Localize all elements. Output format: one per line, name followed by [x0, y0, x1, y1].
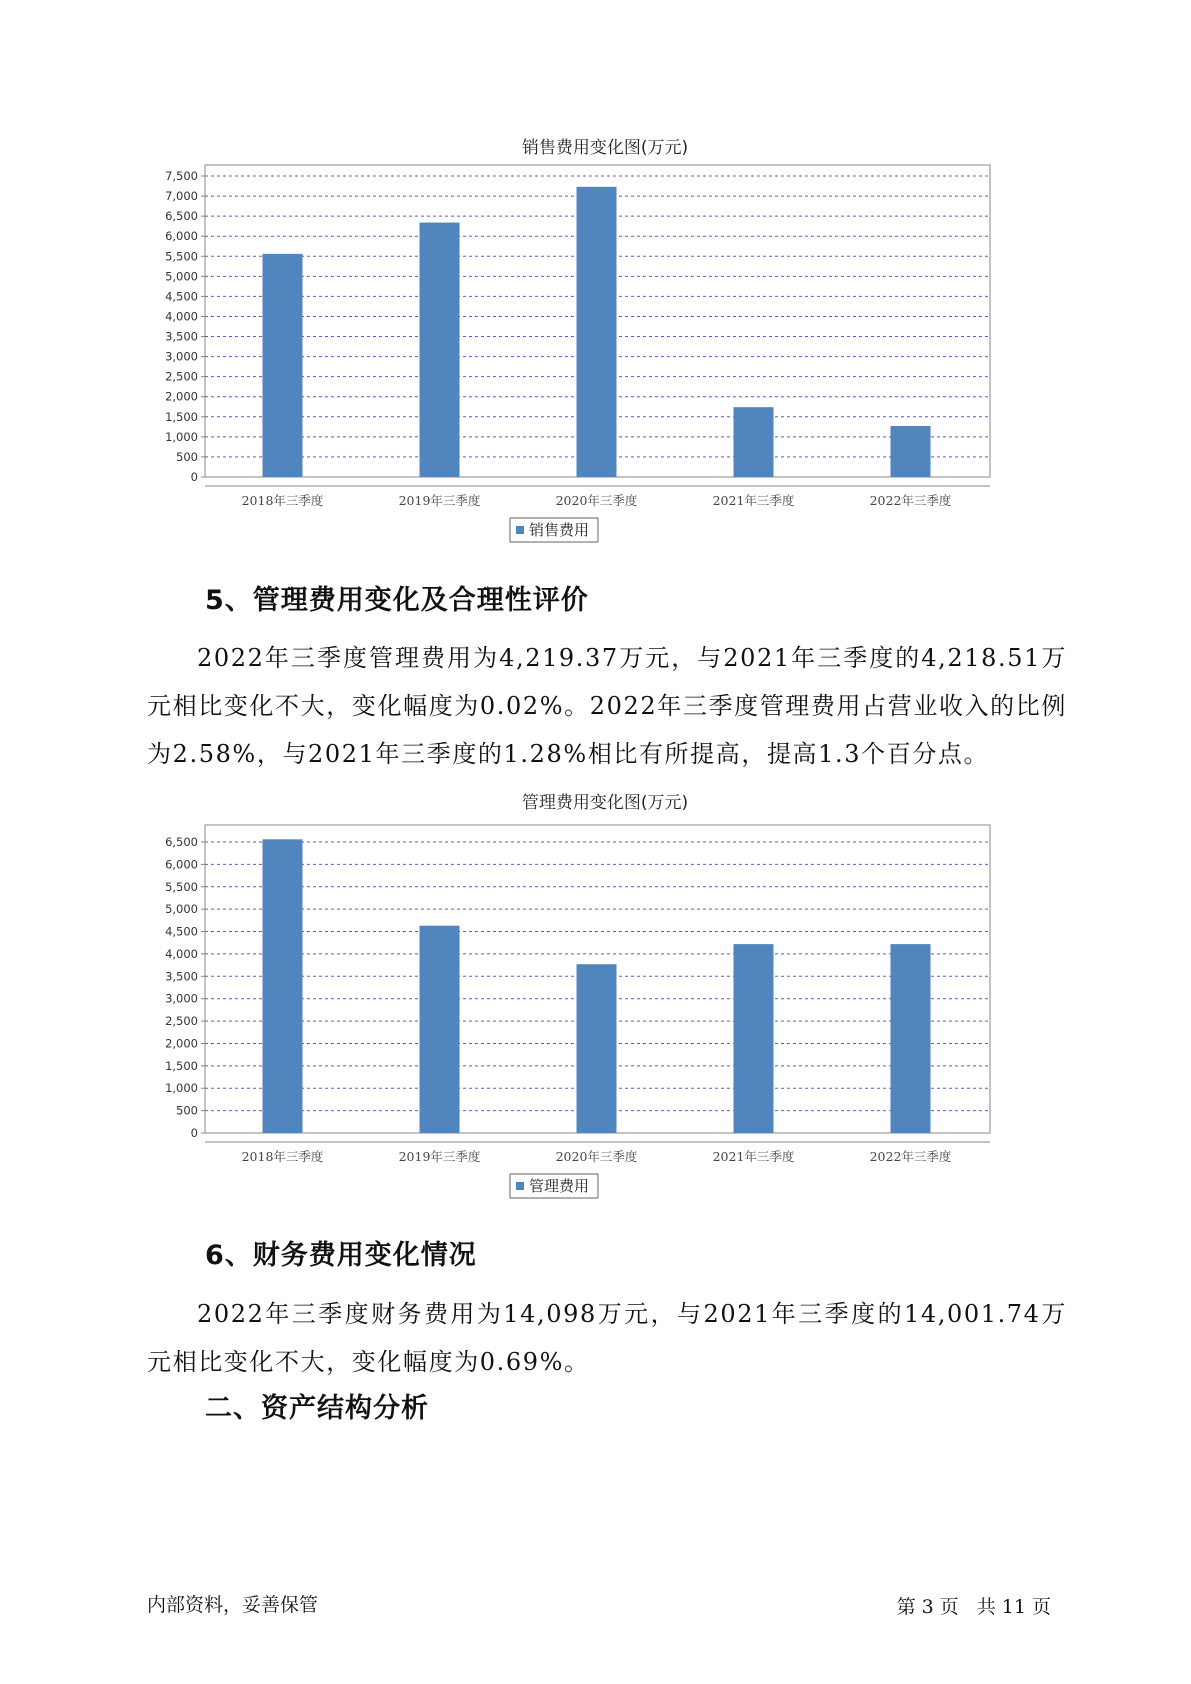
section5-heading: 5、管理费用变化及合理性评价	[205, 585, 589, 616]
x-tick-label: 2021年三季度	[712, 1149, 795, 1164]
x-tick-label: 2018年三季度	[241, 1149, 324, 1164]
bar	[734, 407, 774, 477]
y-tick-label: 5,500	[165, 249, 198, 264]
bar	[577, 964, 617, 1133]
x-tick-label: 2020年三季度	[555, 1149, 638, 1164]
x-tick-label: 2019年三季度	[398, 493, 481, 508]
y-tick-label: 5,500	[165, 879, 198, 894]
section5-paragraph-text: 2022年三季度管理费用为4,219.37万元，与2021年三季度的4,218.51万元相比变化不大，变化幅度为0.02%。2022年三季度管理费用占营业收入的比例为2.58%，与2021年三季度的1.28%相比有所提高，提高1.3个百分点。	[147, 644, 1067, 768]
footer-note: 内部资料，妥善保管	[147, 1594, 319, 1616]
y-tick-label: 2,500	[165, 1014, 198, 1029]
bar	[263, 839, 303, 1133]
legend-swatch	[516, 1182, 524, 1190]
x-tick-label: 2019年三季度	[398, 1149, 481, 1164]
legend-swatch	[516, 526, 524, 534]
x-tick-label: 2020年三季度	[555, 493, 638, 508]
section6-heading: 6、财务费用变化情况	[205, 1240, 477, 1271]
y-tick-label: 4,500	[165, 924, 198, 939]
y-tick-label: 2,000	[165, 389, 198, 404]
legend-label: 管理费用	[529, 1177, 590, 1195]
y-tick-label: 0	[190, 1126, 198, 1140]
y-tick-label: 4,000	[165, 946, 198, 961]
y-tick-label: 2,500	[165, 369, 198, 384]
section5-paragraph	[147, 634, 1067, 778]
y-tick-label: 7,500	[165, 169, 198, 183]
y-tick-label: 3,500	[165, 969, 198, 984]
chart-title: 管理费用变化图(万元)	[521, 793, 689, 813]
y-tick-label: 4,500	[165, 289, 198, 304]
admin-expense-chart-svg	[150, 788, 1060, 1208]
section6-paragraph-text: 2022年三季度财务费用为14,098万元，与2021年三季度的14,001.74万元相比变化不大，变化幅度为0.69%。	[147, 1300, 1067, 1376]
total-unit: 页	[1031, 1596, 1051, 1618]
y-tick-label: 3,500	[165, 329, 198, 344]
y-tick-label: 3,000	[165, 349, 198, 364]
y-tick-label: 1,000	[165, 429, 198, 444]
x-tick-label: 2022年三季度	[869, 1149, 952, 1164]
y-tick-label: 1,500	[165, 1058, 198, 1073]
y-tick-label: 5,000	[165, 269, 198, 284]
y-tick-label: 2,000	[165, 1036, 198, 1051]
bar	[577, 187, 617, 477]
bar	[420, 223, 460, 477]
x-tick-label: 2018年三季度	[241, 493, 324, 508]
x-tick-label: 2022年三季度	[869, 493, 952, 508]
y-tick-label: 1,500	[165, 409, 198, 424]
y-tick-label: 6,000	[165, 857, 198, 872]
page-num: 3	[921, 1596, 934, 1618]
sales-expense-chart	[150, 133, 1060, 553]
x-tick-label: 2021年三季度	[712, 493, 795, 508]
bar	[891, 944, 931, 1133]
page-number	[891, 1592, 1051, 1619]
legend-label: 销售费用	[529, 521, 590, 539]
bar	[420, 926, 460, 1133]
page-unit: 页	[939, 1596, 959, 1618]
sales-expense-chart-svg	[150, 133, 1060, 553]
y-tick-label: 7,000	[165, 189, 198, 204]
y-tick-label: 0	[190, 470, 198, 484]
page-prefix: 第	[896, 1596, 916, 1618]
y-tick-label: 6,000	[165, 229, 198, 244]
y-tick-label: 4,000	[165, 309, 198, 324]
total-prefix: 共	[976, 1596, 996, 1618]
bar	[263, 254, 303, 477]
section-two-heading: 二、资产结构分析	[205, 1393, 429, 1424]
y-tick-label: 6,500	[165, 209, 198, 224]
total-num: 11	[1001, 1596, 1026, 1618]
y-tick-label: 3,000	[165, 991, 198, 1006]
y-tick-label: 500	[176, 1103, 198, 1118]
y-tick-label: 5,000	[165, 902, 198, 917]
admin-expense-chart	[150, 788, 1060, 1208]
y-tick-label: 500	[176, 449, 198, 464]
y-tick-label: 1,000	[165, 1081, 198, 1096]
y-tick-label: 6,500	[165, 835, 198, 849]
bar	[734, 944, 774, 1133]
chart-title: 销售费用变化图(万元)	[521, 138, 689, 158]
bar	[891, 426, 931, 477]
section6-paragraph	[147, 1290, 1067, 1386]
